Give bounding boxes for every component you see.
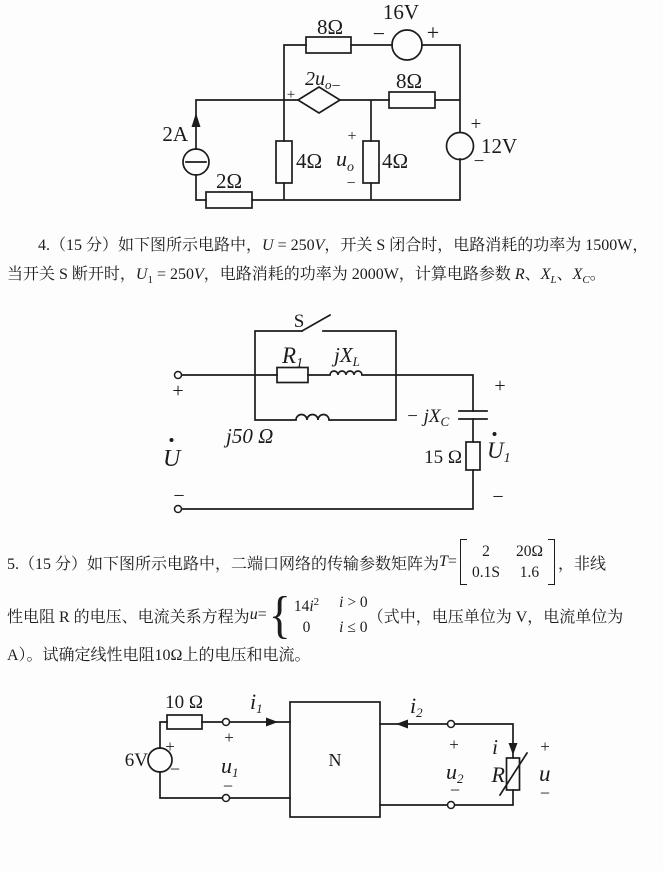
label-u1-phasor: U1 bbox=[487, 438, 511, 466]
minus-left: − bbox=[173, 485, 185, 507]
resistor-15ohm bbox=[466, 442, 480, 470]
resistor-4ohm-right bbox=[363, 141, 379, 183]
minus-u2: − bbox=[449, 780, 461, 800]
label-switch-s: S bbox=[293, 311, 305, 332]
label-u1: u1 bbox=[221, 753, 239, 780]
bracket-left bbox=[460, 539, 467, 585]
t-symbol: T bbox=[439, 553, 448, 570]
u1-phasor-dot bbox=[493, 432, 497, 436]
pw-expr-1: $14i^2$ bbox=[293, 595, 320, 616]
label-6v: 6V bbox=[124, 750, 148, 771]
q5-line-1 bbox=[7, 537, 606, 587]
label-r1: R1 bbox=[282, 343, 304, 371]
minus-uo: − bbox=[346, 175, 356, 192]
u-symbol: u bbox=[249, 606, 258, 623]
label-4ohm-right: 4Ω bbox=[382, 149, 409, 173]
label-u: u bbox=[539, 761, 551, 786]
label-2a: 2A bbox=[162, 122, 188, 146]
q5-l2-text: 性电阻 R 的电压、电流关系方程为 bbox=[7, 608, 250, 626]
label-dep-source: $2u_o$ bbox=[305, 68, 332, 92]
terminal-port2-bottom bbox=[448, 802, 455, 809]
inductor-jxl-coil bbox=[330, 371, 362, 375]
i2-arrow-left bbox=[396, 720, 408, 729]
terminal-port2-top bbox=[448, 721, 455, 728]
circuit-2-switch-rlc bbox=[0, 300, 663, 528]
q5-l1-tail: ，非线 bbox=[557, 555, 606, 573]
label-10ohm: 10 Ω bbox=[165, 692, 203, 713]
terminal-port1-top bbox=[223, 719, 230, 726]
piecewise-brace: { bbox=[268, 586, 291, 644]
plus-left: + bbox=[172, 380, 184, 402]
minus-6v: − bbox=[169, 759, 181, 779]
matrix-cell: 0.1S bbox=[471, 564, 500, 581]
resistor-8ohm-top bbox=[306, 37, 351, 53]
bracket-right bbox=[548, 539, 555, 585]
label-i: i bbox=[492, 735, 498, 759]
i1-arrow-right bbox=[266, 718, 278, 727]
matrix-cell: 1.6 bbox=[519, 564, 540, 581]
t-parameter-matrix bbox=[460, 539, 555, 585]
q4-line-2: 当开关 S 断开时，$U_1 = 250V$，电路消耗的功率为 2000W，计算电路参数 R、$X_L$、$X_C$。 bbox=[7, 266, 606, 287]
label-u-phasor: U bbox=[163, 446, 181, 472]
circuit-3-two-port bbox=[0, 678, 663, 828]
q5-l1-text: 5.（15 分）如下图所示电路中，二端口网络的传输参数矩阵为 bbox=[7, 555, 440, 573]
plus-16v: + bbox=[426, 20, 440, 45]
label-12v: 12V bbox=[481, 134, 518, 158]
label-4ohm-left: 4Ω bbox=[296, 149, 323, 173]
label-i2: i2 bbox=[410, 693, 423, 720]
equals: = bbox=[447, 553, 457, 570]
label-uo: $u_o$ bbox=[336, 146, 354, 175]
label-n: N bbox=[328, 750, 342, 770]
piecewise-function bbox=[294, 593, 368, 637]
capacitor-jxc-plates bbox=[459, 411, 487, 419]
q5-l2-tail: （式中，电压单位为 V，电流单位为 bbox=[367, 608, 624, 626]
label-16v: 16V bbox=[382, 0, 420, 24]
label-jxl: jXL bbox=[334, 343, 360, 369]
minus-dep: − bbox=[331, 78, 341, 95]
q5-line-3: A）。试确定线性电阻10Ω上的电压和电流。 bbox=[7, 647, 311, 664]
plus-right: + bbox=[494, 375, 506, 397]
switch-blade bbox=[302, 315, 330, 331]
terminal-top-left bbox=[175, 372, 182, 379]
label-i1: i1 bbox=[250, 689, 263, 716]
label-j50ohm: j50 Ω bbox=[226, 424, 274, 448]
minus-right: − bbox=[492, 486, 504, 508]
plus-u: + bbox=[540, 737, 550, 756]
inductor-j50-coil bbox=[296, 415, 329, 421]
label-15ohm: 15 Ω bbox=[424, 447, 462, 468]
pw-cond-1: i > 0 bbox=[339, 593, 368, 611]
source-16v-circle bbox=[392, 30, 422, 60]
plus-12v: + bbox=[470, 114, 482, 135]
plus-6v: + bbox=[165, 737, 175, 756]
source-12v-circle bbox=[447, 133, 474, 160]
plus-u1: + bbox=[224, 728, 234, 747]
q5-line-2 bbox=[7, 586, 624, 644]
resistor-4ohm-left bbox=[276, 141, 292, 183]
label-jxc: − $jX_C$ bbox=[406, 406, 450, 429]
plus-u2: + bbox=[449, 735, 459, 754]
q4-line-1: 4.（15 分）如下图所示电路中，U = 250V，开关 S 闭合时，电路消耗的功率为 1500W， bbox=[38, 237, 649, 254]
pw-cond-2: i ≤ 0 bbox=[339, 619, 368, 637]
minus-u1: − bbox=[222, 776, 234, 796]
i-arrow-down bbox=[509, 743, 518, 755]
label-8ohm-top: 8Ω bbox=[316, 15, 344, 39]
matrix-cell: 20Ω bbox=[515, 543, 543, 560]
plus-dep: + bbox=[286, 87, 296, 103]
circuit-1-dependent-source bbox=[0, 0, 663, 228]
u-phasor-dot bbox=[170, 438, 174, 442]
label-2ohm: 2Ω bbox=[215, 169, 243, 193]
resistor-10ohm bbox=[167, 715, 202, 729]
current-arrow-up bbox=[192, 113, 201, 127]
minus-u: − bbox=[539, 783, 551, 803]
question-4-text bbox=[7, 231, 657, 295]
matrix-cell: 2 bbox=[482, 543, 490, 560]
resistor-2ohm bbox=[206, 192, 252, 208]
pw-expr-2: 0 bbox=[302, 619, 311, 637]
matrix-values bbox=[467, 539, 548, 585]
plus-uo: + bbox=[347, 128, 357, 145]
label-u2: u2 bbox=[446, 759, 464, 786]
minus-12v: − bbox=[473, 151, 485, 172]
equals: = bbox=[257, 606, 267, 623]
minus-16v: − bbox=[372, 21, 386, 46]
resistor-r1 bbox=[277, 368, 308, 383]
label-8ohm-mid: 8Ω bbox=[395, 69, 423, 93]
label-r: R bbox=[491, 762, 505, 787]
resistor-8ohm-mid bbox=[389, 92, 435, 108]
